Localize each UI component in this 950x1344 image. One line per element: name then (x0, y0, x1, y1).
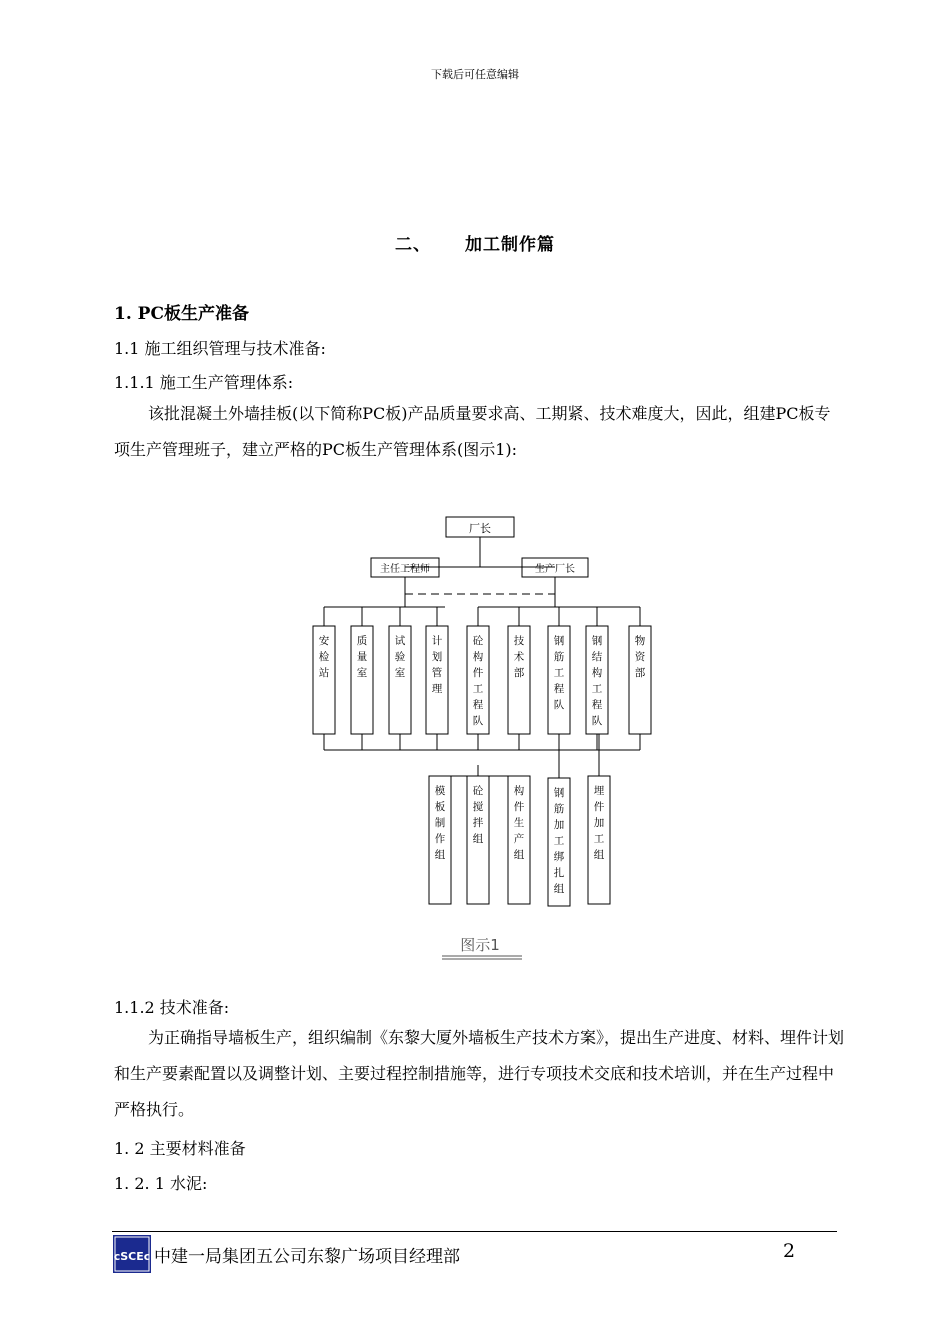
group-label-0: 模板制作组 (434, 785, 446, 861)
department-label-1: 质量室 (356, 635, 368, 679)
paragraph-2-text: 为正确指导墙板生产，组织编制《东黎大厦外墙板生产技术方案》，提出生产进度、材料、埋件计划和生产要素配置以及调整计划、主要过程控制措施等，进行专项技术交底和技术培训，并在生产过程中严格执行。 (114, 1028, 845, 1119)
department-label-8: 物资部 (634, 635, 646, 679)
section-title (0, 230, 950, 255)
org-top: 厂长 (469, 522, 491, 535)
section-title-text: 加工制作篇 (465, 235, 555, 255)
org-caption: 图示1 (460, 936, 500, 954)
logo-text: cSCEc (113, 1250, 151, 1263)
department-label-4: 砼构件工程队 (472, 635, 484, 727)
heading-1-1: 1.1 施工组织管理与技术准备: (114, 339, 326, 358)
heading-1-1-1: 1.1.1 施工生产管理体系: (114, 373, 294, 392)
org-production-director: 生产厂长 (535, 564, 575, 575)
department-label-5: 技术部 (513, 635, 525, 679)
cscec-logo (113, 1235, 151, 1273)
group-label-1: 砼搅拌组 (472, 785, 484, 845)
department-label-2: 试验室 (394, 635, 406, 679)
footer-rule (112, 1231, 837, 1232)
department-label-0: 安检站 (318, 635, 330, 679)
org-chart (300, 510, 660, 970)
heading-1-1-2: 1.1.2 技术准备: (114, 998, 230, 1017)
group-label-4: 埋件加工组 (593, 785, 605, 861)
footer-org-name: 中建一局集团五公司东黎广场项目经理部 (154, 1247, 460, 1267)
section-number: 二、 (395, 235, 431, 255)
heading-1-2-1: 1. 2. 1 水泥: (114, 1174, 208, 1193)
header-note: 下载后可任意编辑 (431, 68, 519, 81)
paragraph-2 (114, 1020, 844, 1128)
group-label-3: 钢筋加工绑扎组 (553, 787, 565, 895)
page-number: 2 (783, 1240, 796, 1262)
department-label-7: 钢结构工程队 (591, 635, 603, 727)
heading-1: 1. PC板生产准备 (114, 304, 249, 324)
heading-1-2: 1. 2 主要材料准备 (114, 1139, 246, 1158)
paragraph-1-text: 该批混凝土外墙挂板(以下简称PC板)产品质量要求高、工期紧、技术难度大，因此，组建PC板专项生产管理班子，建立严格的PC板生产管理体系(图示1): (114, 404, 831, 459)
paragraph-1 (114, 396, 844, 468)
department-label-3: 计划管理 (431, 635, 443, 695)
org-chief-engineer: 主任工程师 (380, 564, 430, 575)
department-label-6: 钢筋工程队 (553, 635, 565, 711)
group-label-2: 构件生产组 (513, 785, 525, 861)
